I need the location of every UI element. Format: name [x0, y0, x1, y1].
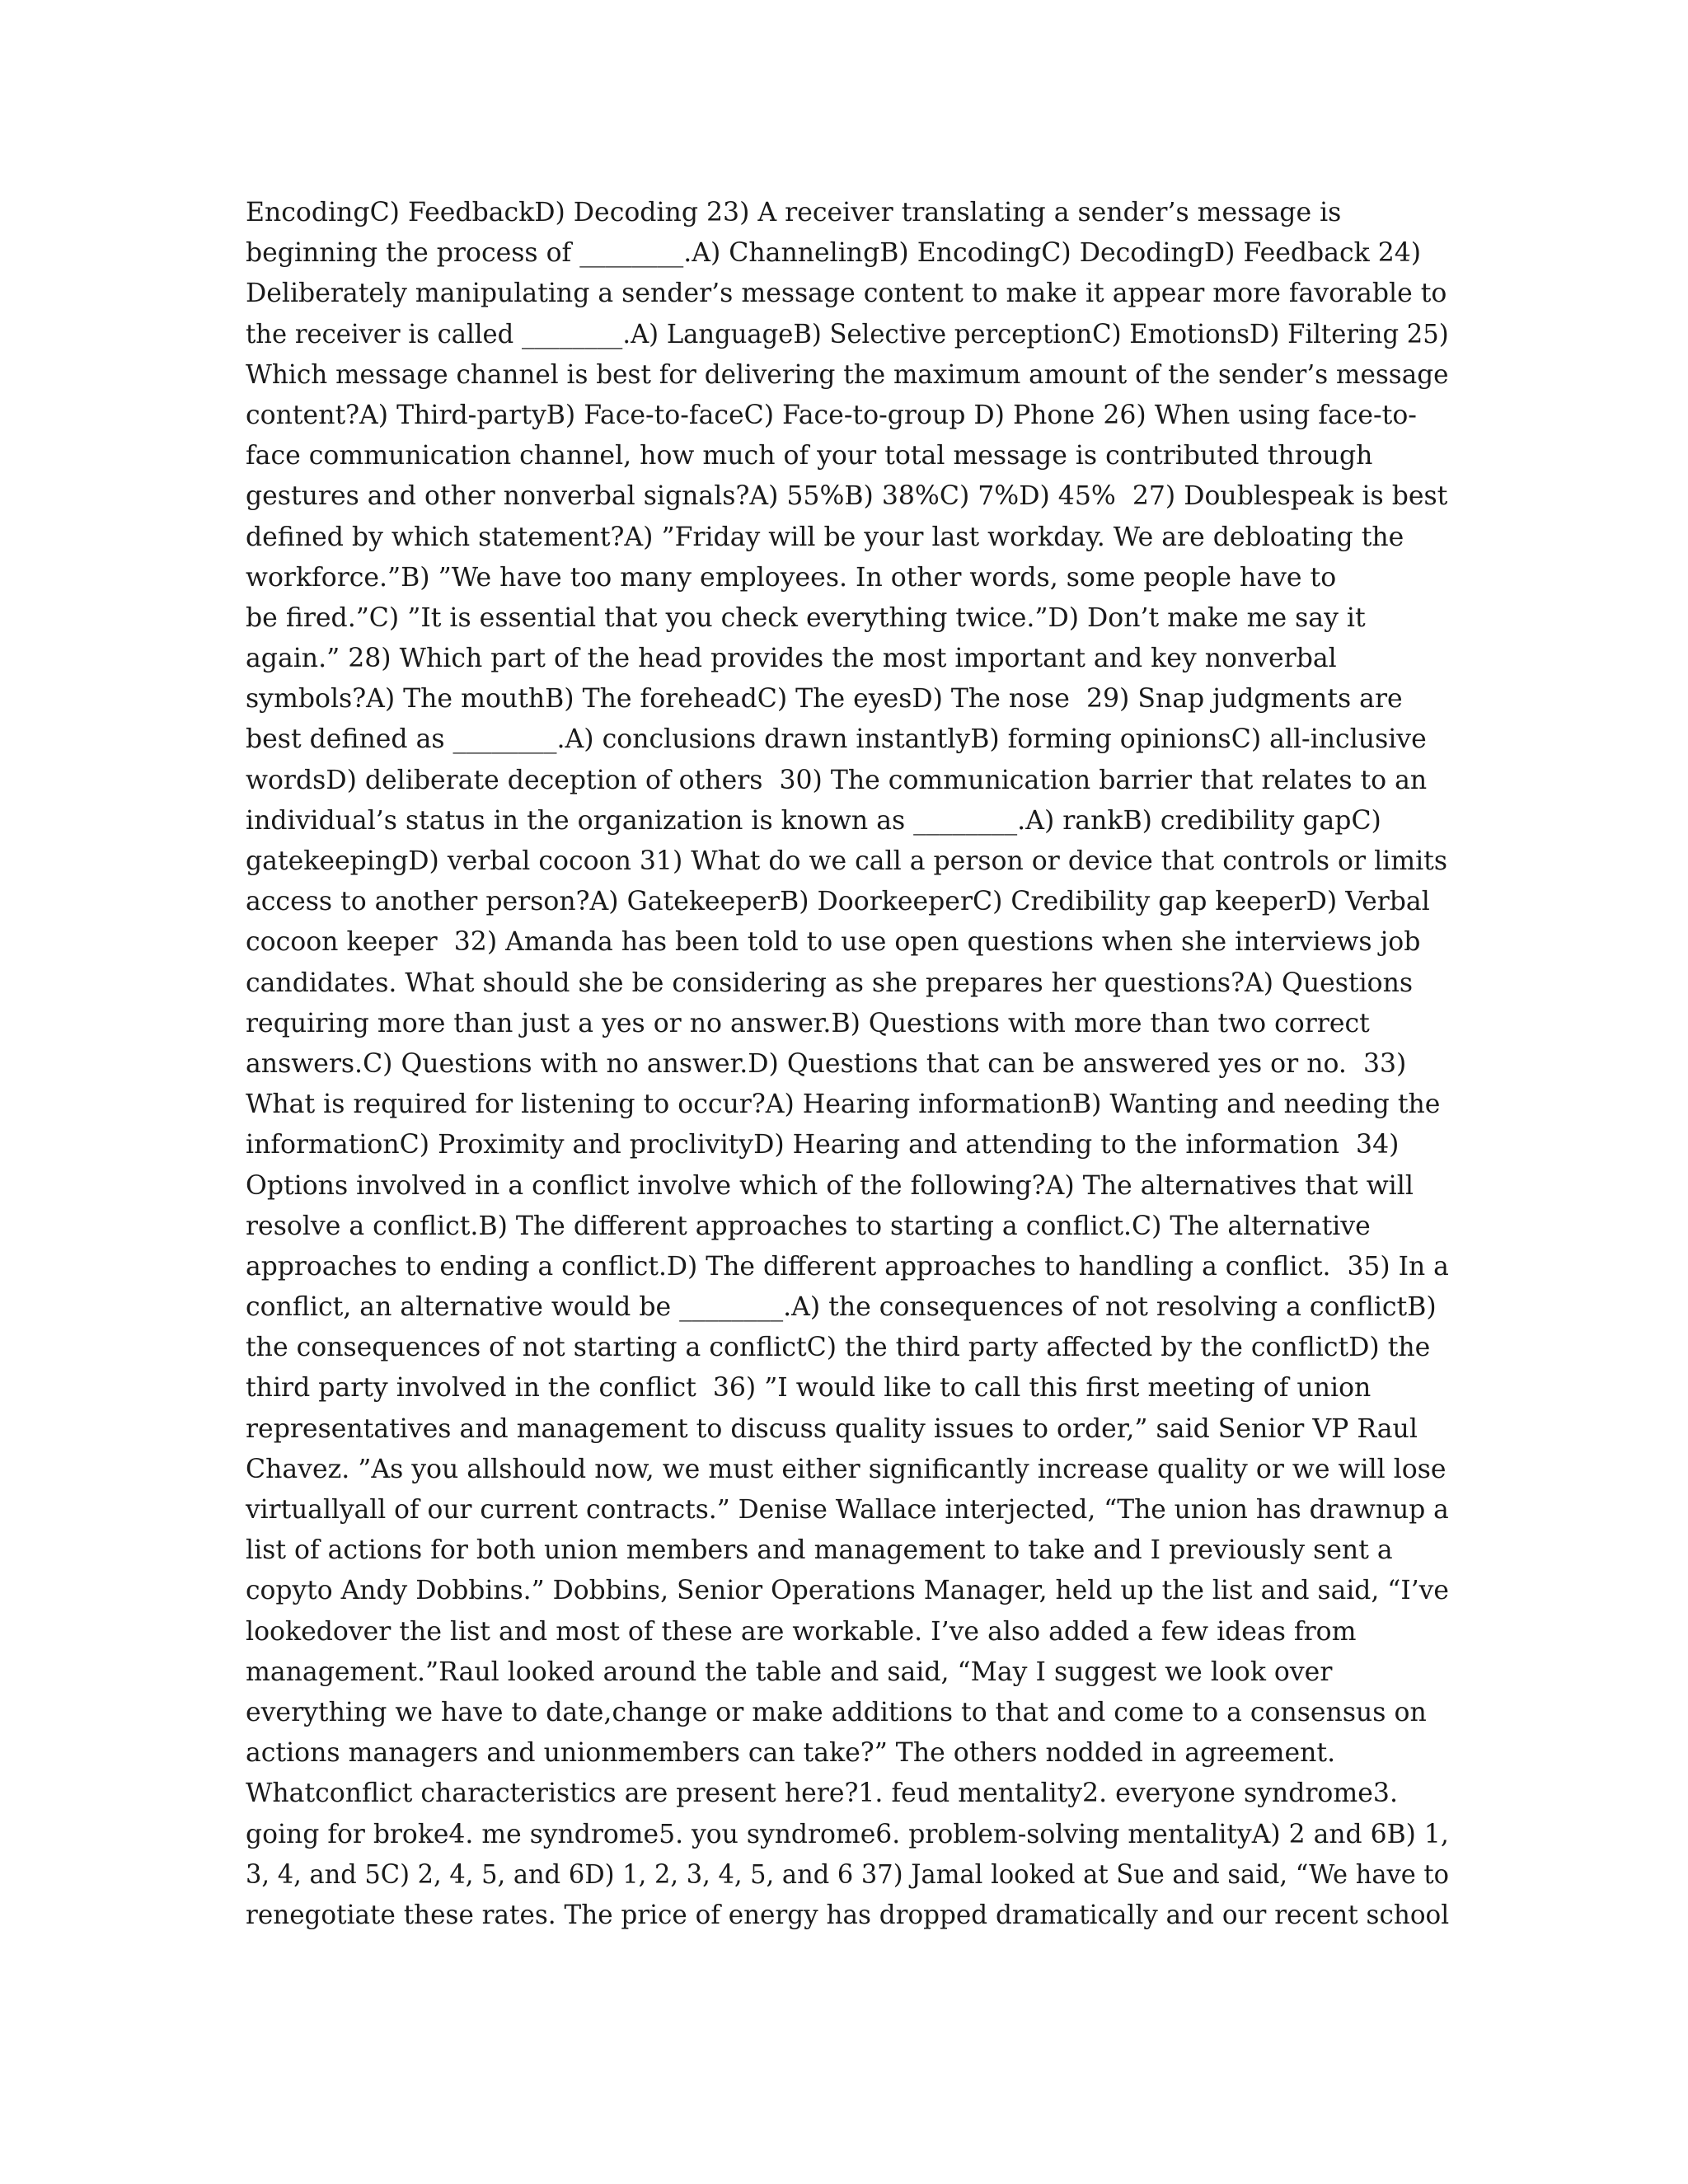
text-line: beginning the process of ________.A) ChannelingB) EncodingC) DecodingD) Feedback 24) [246, 238, 1422, 269]
text-line: representatives and management to discuss quality issues to order,” said Senior VP Raul [246, 1413, 1418, 1444]
text-line: gestures and other nonverbal signals?A) 55%B) 38%C) 7%D) 45% 27) Doublespeak is best [246, 481, 1448, 512]
text-line: approaches to ending a conflict.D) The different approaches to handling a conflict. 35) In a [246, 1251, 1449, 1282]
text-line: actions managers and unionmembers can take?” The others nodded in agreement. [246, 1738, 1336, 1769]
document-body-text [246, 193, 1449, 1936]
text-line: going for broke4. me syndrome5. you syndrome6. problem-solving mentalityA) 2 and 6B) 1, [246, 1819, 1449, 1849]
text-line: symbols?A) The mouthB) The foreheadC) The eyesD) The nose 29) Snap judgments are [246, 684, 1403, 715]
text-line: gatekeepingD) verbal cocoon 31) What do we call a person or device that controls or limits [246, 846, 1447, 876]
text-line: be fired.”C) ”It is essential that you check everything twice.”D) Don’t make me say it [246, 602, 1366, 633]
text-line: access to another person?A) GatekeeperB) DoorkeeperC) Credibility gap keeperD) Verbal [246, 887, 1430, 917]
text-line: workforce.”B) ”We have too many employees. In other words, some people have to [246, 562, 1337, 593]
text-line: Which message channel is best for delivering the maximum amount of the sender’s message [246, 359, 1449, 390]
text-line: lookedover the list and most of these are workable. I’ve also added a few ideas from [246, 1616, 1357, 1647]
text-line: conflict, an alternative would be ________.A) the consequences of not resolving a conflictB) [246, 1292, 1437, 1323]
text-line: everything we have to date,change or make additions to that and come to a consensus on [246, 1697, 1427, 1727]
text-line: the receiver is called ________.A) LanguageB) Selective perceptionC) EmotionsD) Filtering 25) [246, 319, 1449, 349]
text-line: informationC) Proximity and proclivityD) Hearing and attending to the information 34) [246, 1130, 1400, 1160]
text-line: answers.C) Questions with no answer.D) Questions that can be answered yes or no. 33) [246, 1048, 1407, 1079]
text-line: virtuallyall of our current contracts.” Denise Wallace interjected, “The union has drawnup a [246, 1495, 1449, 1525]
text-line: copyto Andy Dobbins.” Dobbins, Senior Operations Manager, held up the list and said, “I’ve [246, 1576, 1449, 1606]
text-line: Whatconflict characteristics are present here?1. feud mentality2. everyone syndrome3. [246, 1779, 1398, 1809]
text-line: EncodingC) FeedbackD) Decoding 23) A receiver translating a sender’s message is [246, 198, 1342, 227]
text-line: list of actions for both union members and management to take and I previously sent a [246, 1535, 1393, 1566]
text-line: Chavez. ”As you allshould now, we must either significantly increase quality or we will lose [246, 1454, 1447, 1484]
text-line: requiring more than just a yes or no answer.B) Questions with more than two correct [246, 1008, 1370, 1038]
text-line: resolve a conflict.B) The different approaches to starting a conflict.C) The alternative [246, 1211, 1371, 1241]
text-line: cocoon keeper 32) Amanda has been told to use open questions when she interviews job [246, 927, 1421, 958]
text-line: content?A) Third-partyB) Face-to-faceC) Face-to-group D) Phone 26) When using face-to- [246, 400, 1417, 430]
text-line: best defined as ________.A) conclusions drawn instantlyB) forming opinionsC) all-inclusive [246, 724, 1427, 755]
text-line: wordsD) deliberate deception of others 30) The communication barrier that relates to an [246, 765, 1428, 795]
text-line: again.” 28) Which part of the head provides the most important and key nonverbal [246, 644, 1337, 674]
text-line: What is required for listening to occur?A) Hearing informationB) Wanting and needing the [246, 1090, 1441, 1120]
text-line: 3, 4, and 5C) 2, 4, 5, and 6D) 1, 2, 3, 4, 5, and 6 37) Jamal looked at Sue and said, “We have to [246, 1859, 1449, 1890]
text-line: individual’s status in the organization is known as ________.A) rankB) credibility gapC) [246, 805, 1381, 836]
text-line: Deliberately manipulating a sender’s message content to make it appear more favorable to [246, 279, 1447, 309]
text-line: defined by which statement?A) ”Friday will be your last workday. We are debloating the [246, 522, 1404, 552]
text-line: the consequences of not starting a conflictC) the third party affected by the conflictD) the [246, 1333, 1431, 1363]
text-line: Options involved in a conflict involve which of the following?A) The alternatives that will [246, 1170, 1414, 1201]
text-line: third party involved in the conflict 36) ”I would like to call this first meeting of union [246, 1373, 1372, 1404]
text-line: face communication channel, how much of your total message is contributed through [246, 441, 1373, 471]
text-line: candidates. What should she be considering as she prepares her questions?A) Questions [246, 968, 1414, 998]
text-line: management.”Raul looked around the table and said, “May I suggest we look over [246, 1657, 1333, 1687]
text-line: renegotiate these rates. The price of energy has dropped dramatically and our recent school [246, 1900, 1450, 1930]
